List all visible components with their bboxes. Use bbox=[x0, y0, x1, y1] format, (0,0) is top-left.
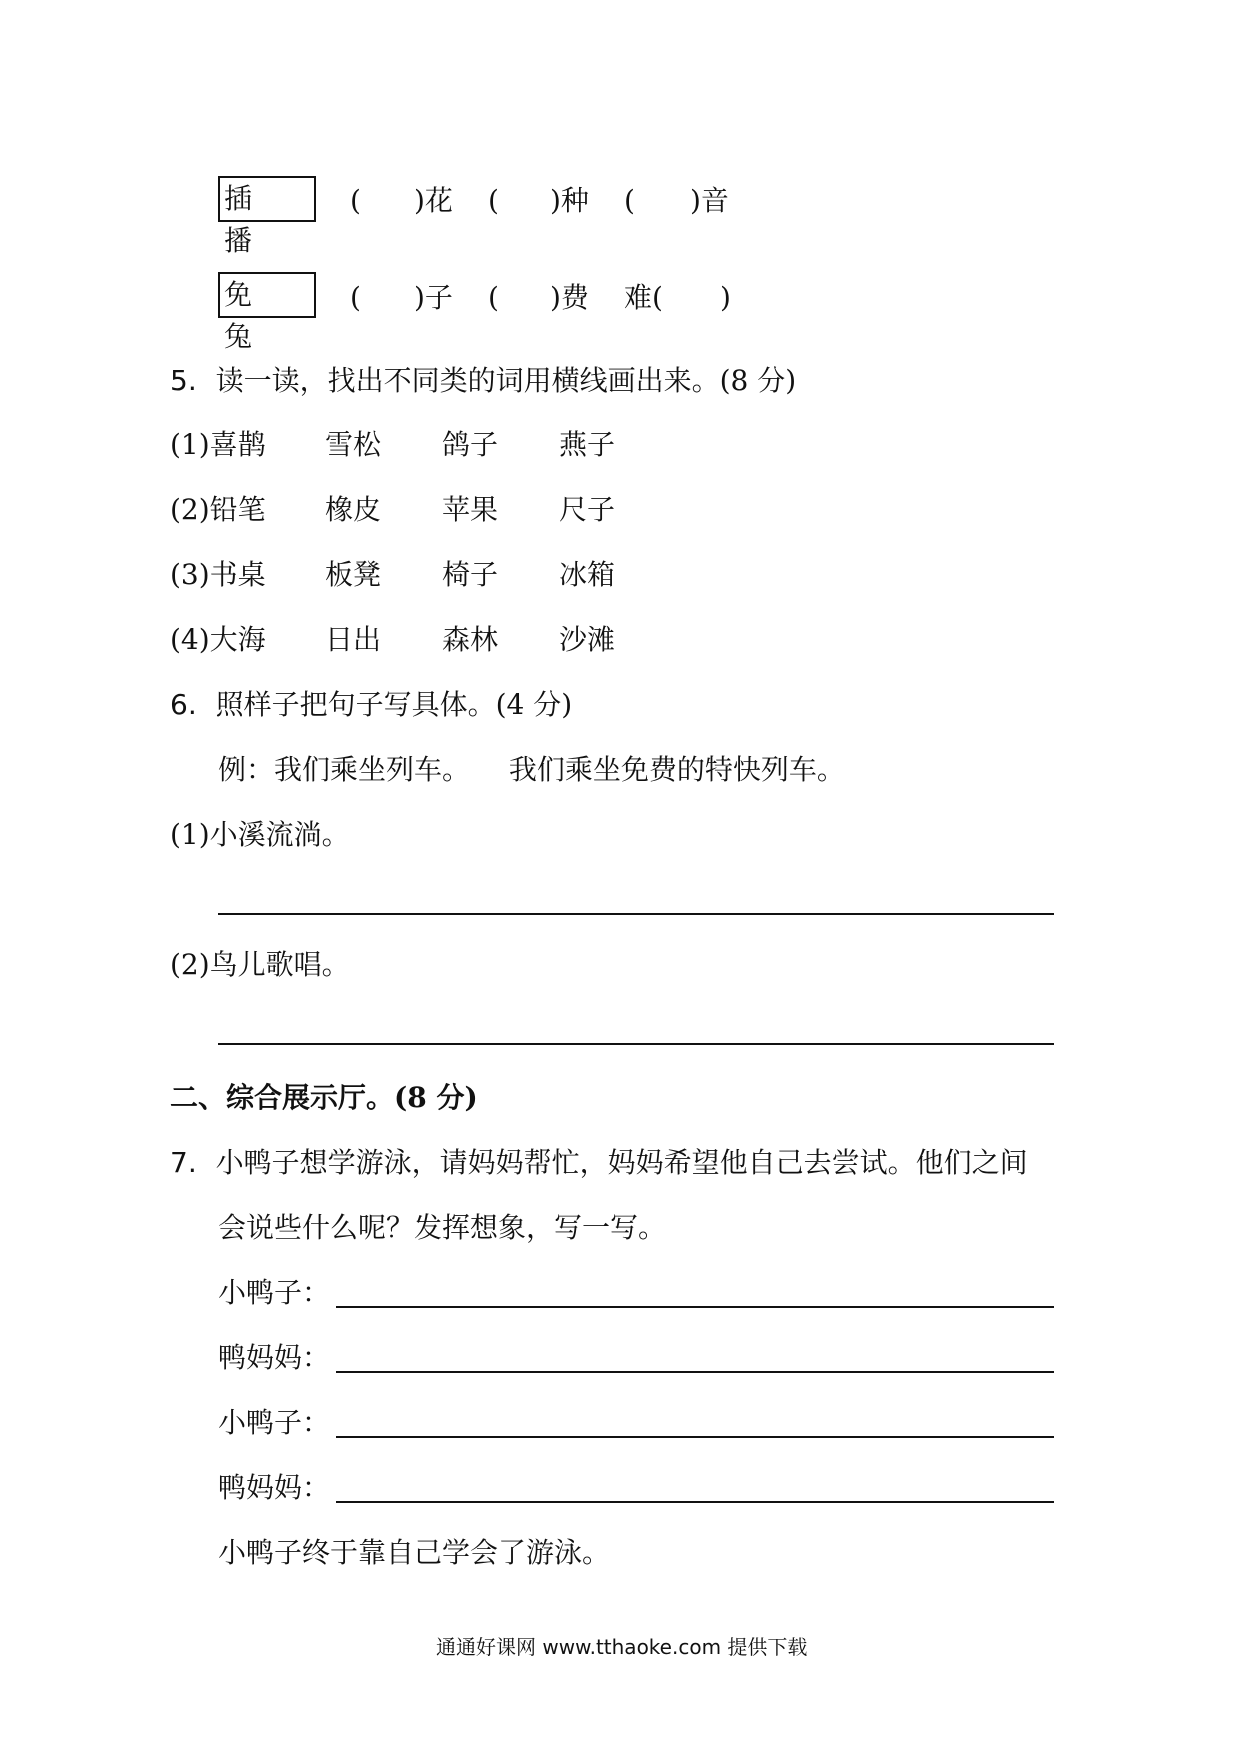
q5-row-2 bbox=[170, 492, 650, 528]
q6-item-1: (1)小溪流淌。 bbox=[170, 818, 350, 851]
q5-prompt: 读一读，找出不同类的词用横线画出来。(8 分) bbox=[215, 364, 797, 397]
q7-heading bbox=[170, 1145, 1028, 1181]
q7-dialog-label: 鸭妈妈： bbox=[218, 1471, 331, 1504]
q7-dialog-label: 小鸭子： bbox=[218, 1276, 331, 1309]
q5-row-label: (1)喜鹊 bbox=[170, 428, 266, 461]
q5-word: 日出 bbox=[325, 623, 382, 656]
footer-text: 通通好课网 www.tthaoke.com 提供下载 bbox=[436, 1635, 808, 1659]
q6-example bbox=[218, 752, 845, 788]
q5-row-label: (3)书桌 bbox=[170, 558, 266, 591]
blank-open: ( bbox=[624, 184, 635, 217]
q5-word: 苹果 bbox=[442, 493, 499, 526]
q5-number: 5. bbox=[170, 364, 197, 397]
blank-open: ( bbox=[488, 184, 499, 217]
q6-answer-line-1[interactable] bbox=[218, 913, 1054, 915]
q5-row-4 bbox=[170, 622, 650, 658]
char-box-2: 免兔 bbox=[218, 272, 316, 318]
q5-row-label: (2)铅笔 bbox=[170, 493, 266, 526]
q6-prompt: 照样子把句子写具体。(4 分) bbox=[215, 688, 573, 721]
q5-word: 冰箱 bbox=[559, 558, 616, 591]
q7-answer-line-3[interactable] bbox=[336, 1436, 1054, 1438]
q5-word: 板凳 bbox=[325, 558, 382, 591]
blank-open: ( bbox=[350, 184, 361, 217]
blank-close: ) bbox=[720, 281, 731, 314]
blank-close-word: )音 bbox=[690, 184, 729, 217]
q5-word: 森林 bbox=[442, 623, 499, 656]
q5-word: 椅子 bbox=[442, 558, 499, 591]
q7-answer-line-4[interactable] bbox=[336, 1501, 1054, 1503]
q6-example-prefix: 例：我们乘坐列车。 bbox=[218, 753, 471, 786]
q7-ending: 小鸭子终于靠自己学会了游泳。 bbox=[218, 1536, 611, 1569]
q5-row-1 bbox=[170, 427, 650, 463]
char-box-1: 插播 bbox=[218, 176, 316, 222]
q7-prompt-line-1: 小鸭子想学游泳，请妈妈帮忙，妈妈希望他自己去尝试。他们之间 bbox=[215, 1146, 1028, 1179]
q7-dialog-label: 鸭妈妈： bbox=[218, 1341, 331, 1374]
q5-word: 燕子 bbox=[559, 428, 616, 461]
q7-answer-line-2[interactable] bbox=[336, 1371, 1054, 1373]
q6-item-2: (2)鸟儿歌唱。 bbox=[170, 948, 350, 981]
section-2-title: 二、综合展示厅。(8 分) bbox=[170, 1081, 478, 1114]
q5-word: 鸽子 bbox=[442, 428, 499, 461]
blank-open: ( bbox=[488, 281, 499, 314]
q7-number: 7. bbox=[170, 1146, 197, 1179]
q6-heading bbox=[170, 687, 572, 723]
q6-number: 6. bbox=[170, 688, 197, 721]
q5-word: 橡皮 bbox=[325, 493, 382, 526]
blank-close-word: )子 bbox=[414, 281, 453, 314]
q5-word: 雪松 bbox=[325, 428, 382, 461]
q7-dialog-label: 小鸭子： bbox=[218, 1406, 331, 1439]
q6-answer-line-2[interactable] bbox=[218, 1043, 1054, 1045]
q5-heading bbox=[170, 363, 796, 399]
blank-close-word: )种 bbox=[550, 184, 589, 217]
q5-word: 沙滩 bbox=[559, 623, 616, 656]
q5-row-3 bbox=[170, 557, 650, 593]
blank-open: 难( bbox=[624, 281, 663, 314]
blank-close-word: )花 bbox=[414, 184, 453, 217]
q7-prompt-line-2: 会说些什么呢？发挥想象，写一写。 bbox=[218, 1211, 667, 1244]
q7-answer-line-1[interactable] bbox=[336, 1306, 1054, 1308]
q5-row-label: (4)大海 bbox=[170, 623, 266, 656]
q6-example-result: 我们乘坐免费的特快列车。 bbox=[508, 753, 845, 786]
blank-close-word: )费 bbox=[550, 281, 589, 314]
blank-open: ( bbox=[350, 281, 361, 314]
q5-word: 尺子 bbox=[559, 493, 616, 526]
